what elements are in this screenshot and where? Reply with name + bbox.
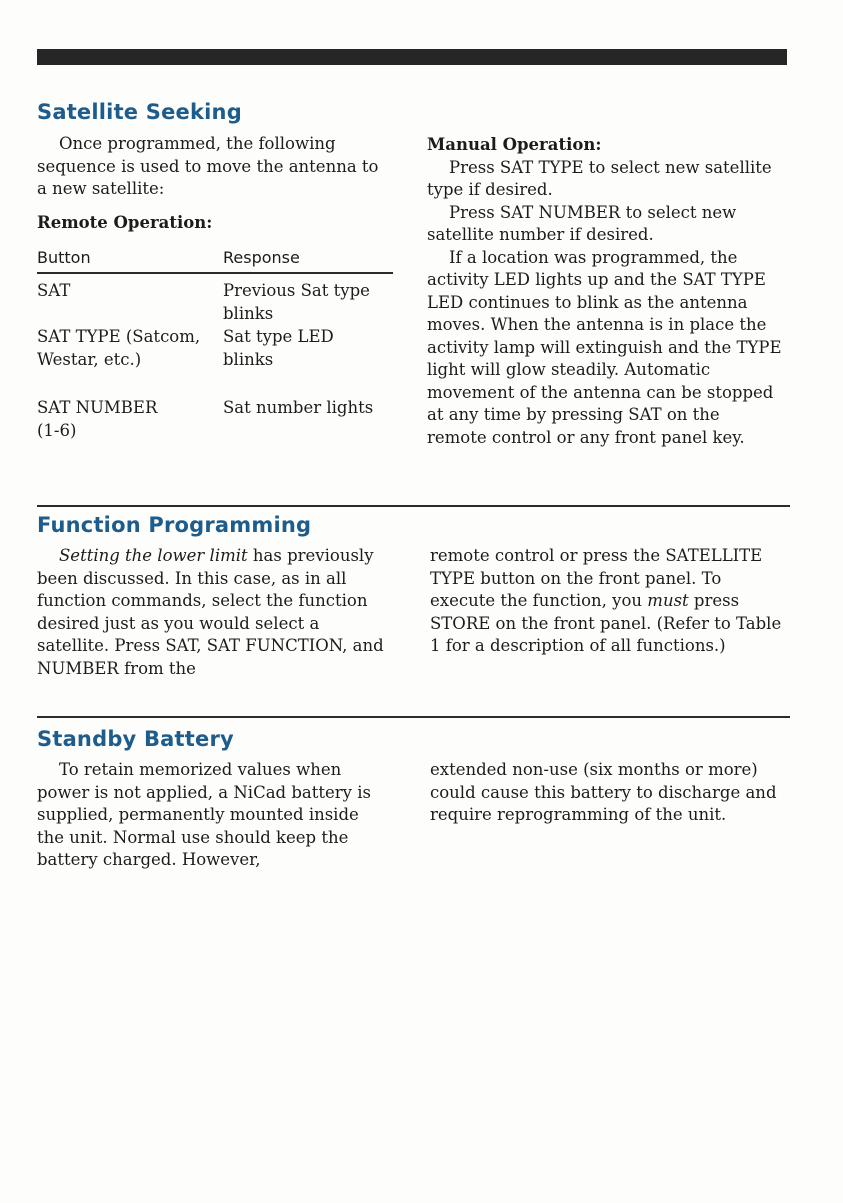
table-header-rule [37,272,393,274]
standby-battery-left-column [37,759,387,872]
italic-term-lower-limit: Setting the lower limit [59,546,248,565]
manual-paragraph: Press SAT NUMBER to select new satellite number if desired. [427,202,737,244]
function-right-text-1: remote control or press the SATELLITE TYPE button on the front panel. To execute the function, you [430,546,763,610]
manual-paragraph: Press SAT TYPE to select new satellite type if desired. [427,157,772,199]
satellite-seeking-left-column [37,133,387,234]
battery-left-paragraph: To retain memorized values when power is not applied, a NiCad battery is supplied, permanently mounted inside the unit. Normal use should keep the battery charged. However, [37,760,371,869]
table-cell-button-1: SAT [37,281,71,300]
remote-operation-heading: Remote Operation: [37,212,213,232]
table-cell-response-1: Previous Sat type blinks [223,281,370,323]
standby-battery-right-column [430,759,786,827]
function-programming-left-column [37,545,387,680]
table-cell-response-3: Sat number lights [223,398,374,417]
table-cell-response-2: Sat type LED blinks [223,327,334,369]
table-header-button: Button [37,248,91,267]
intro-paragraph: Once programmed, the following sequence is used to move the antenna to a new satellite: [37,134,379,198]
battery-right-paragraph: extended non-use (six months or more) could cause this battery to discharge and require reprogramming of the unit. [430,760,777,824]
section-heading-satellite-seeking: Satellite Seeking [37,100,242,124]
function-left-text: has previously been discussed. In this case, as in all function commands, select the function desired just as you would select a satellite. Press SAT, SAT FUNCTION, and NUMBER from the [37,546,384,678]
section-divider [37,716,790,718]
function-right-text-2: press STORE on the front panel. (Refer to Table 1 for a description of all functions.) [430,591,782,655]
section-heading-standby-battery: Standby Battery [37,727,234,751]
table-cell-button-2: SAT TYPE (Satcom, Westar, etc.) [37,327,201,369]
function-programming-right-column [430,545,786,658]
manual-operation-heading: Manual Operation: [427,135,602,154]
function-left-paragraph [37,545,387,680]
manual-paragraph: If a location was programmed, the activity LED lights up and the SAT TYPE LED continues to blink as the antenna moves. When the antenna is in place the activity lamp will extinguish and the TYPE light will glow steadily. Automatic movement of the antenna can be stopped at any time by pressing SAT on the remote control or any front panel key. [427,247,782,447]
manual-operation-column [427,134,783,449]
section-divider [37,505,790,507]
table-header-response: Response [223,248,300,267]
section-heading-function-programming: Function Programming [37,513,312,537]
function-right-paragraph [430,545,786,658]
table-cell-button-3: SAT NUMBER (1-6) [37,398,158,440]
header-bar [37,49,787,65]
italic-term-must: must [647,591,689,610]
